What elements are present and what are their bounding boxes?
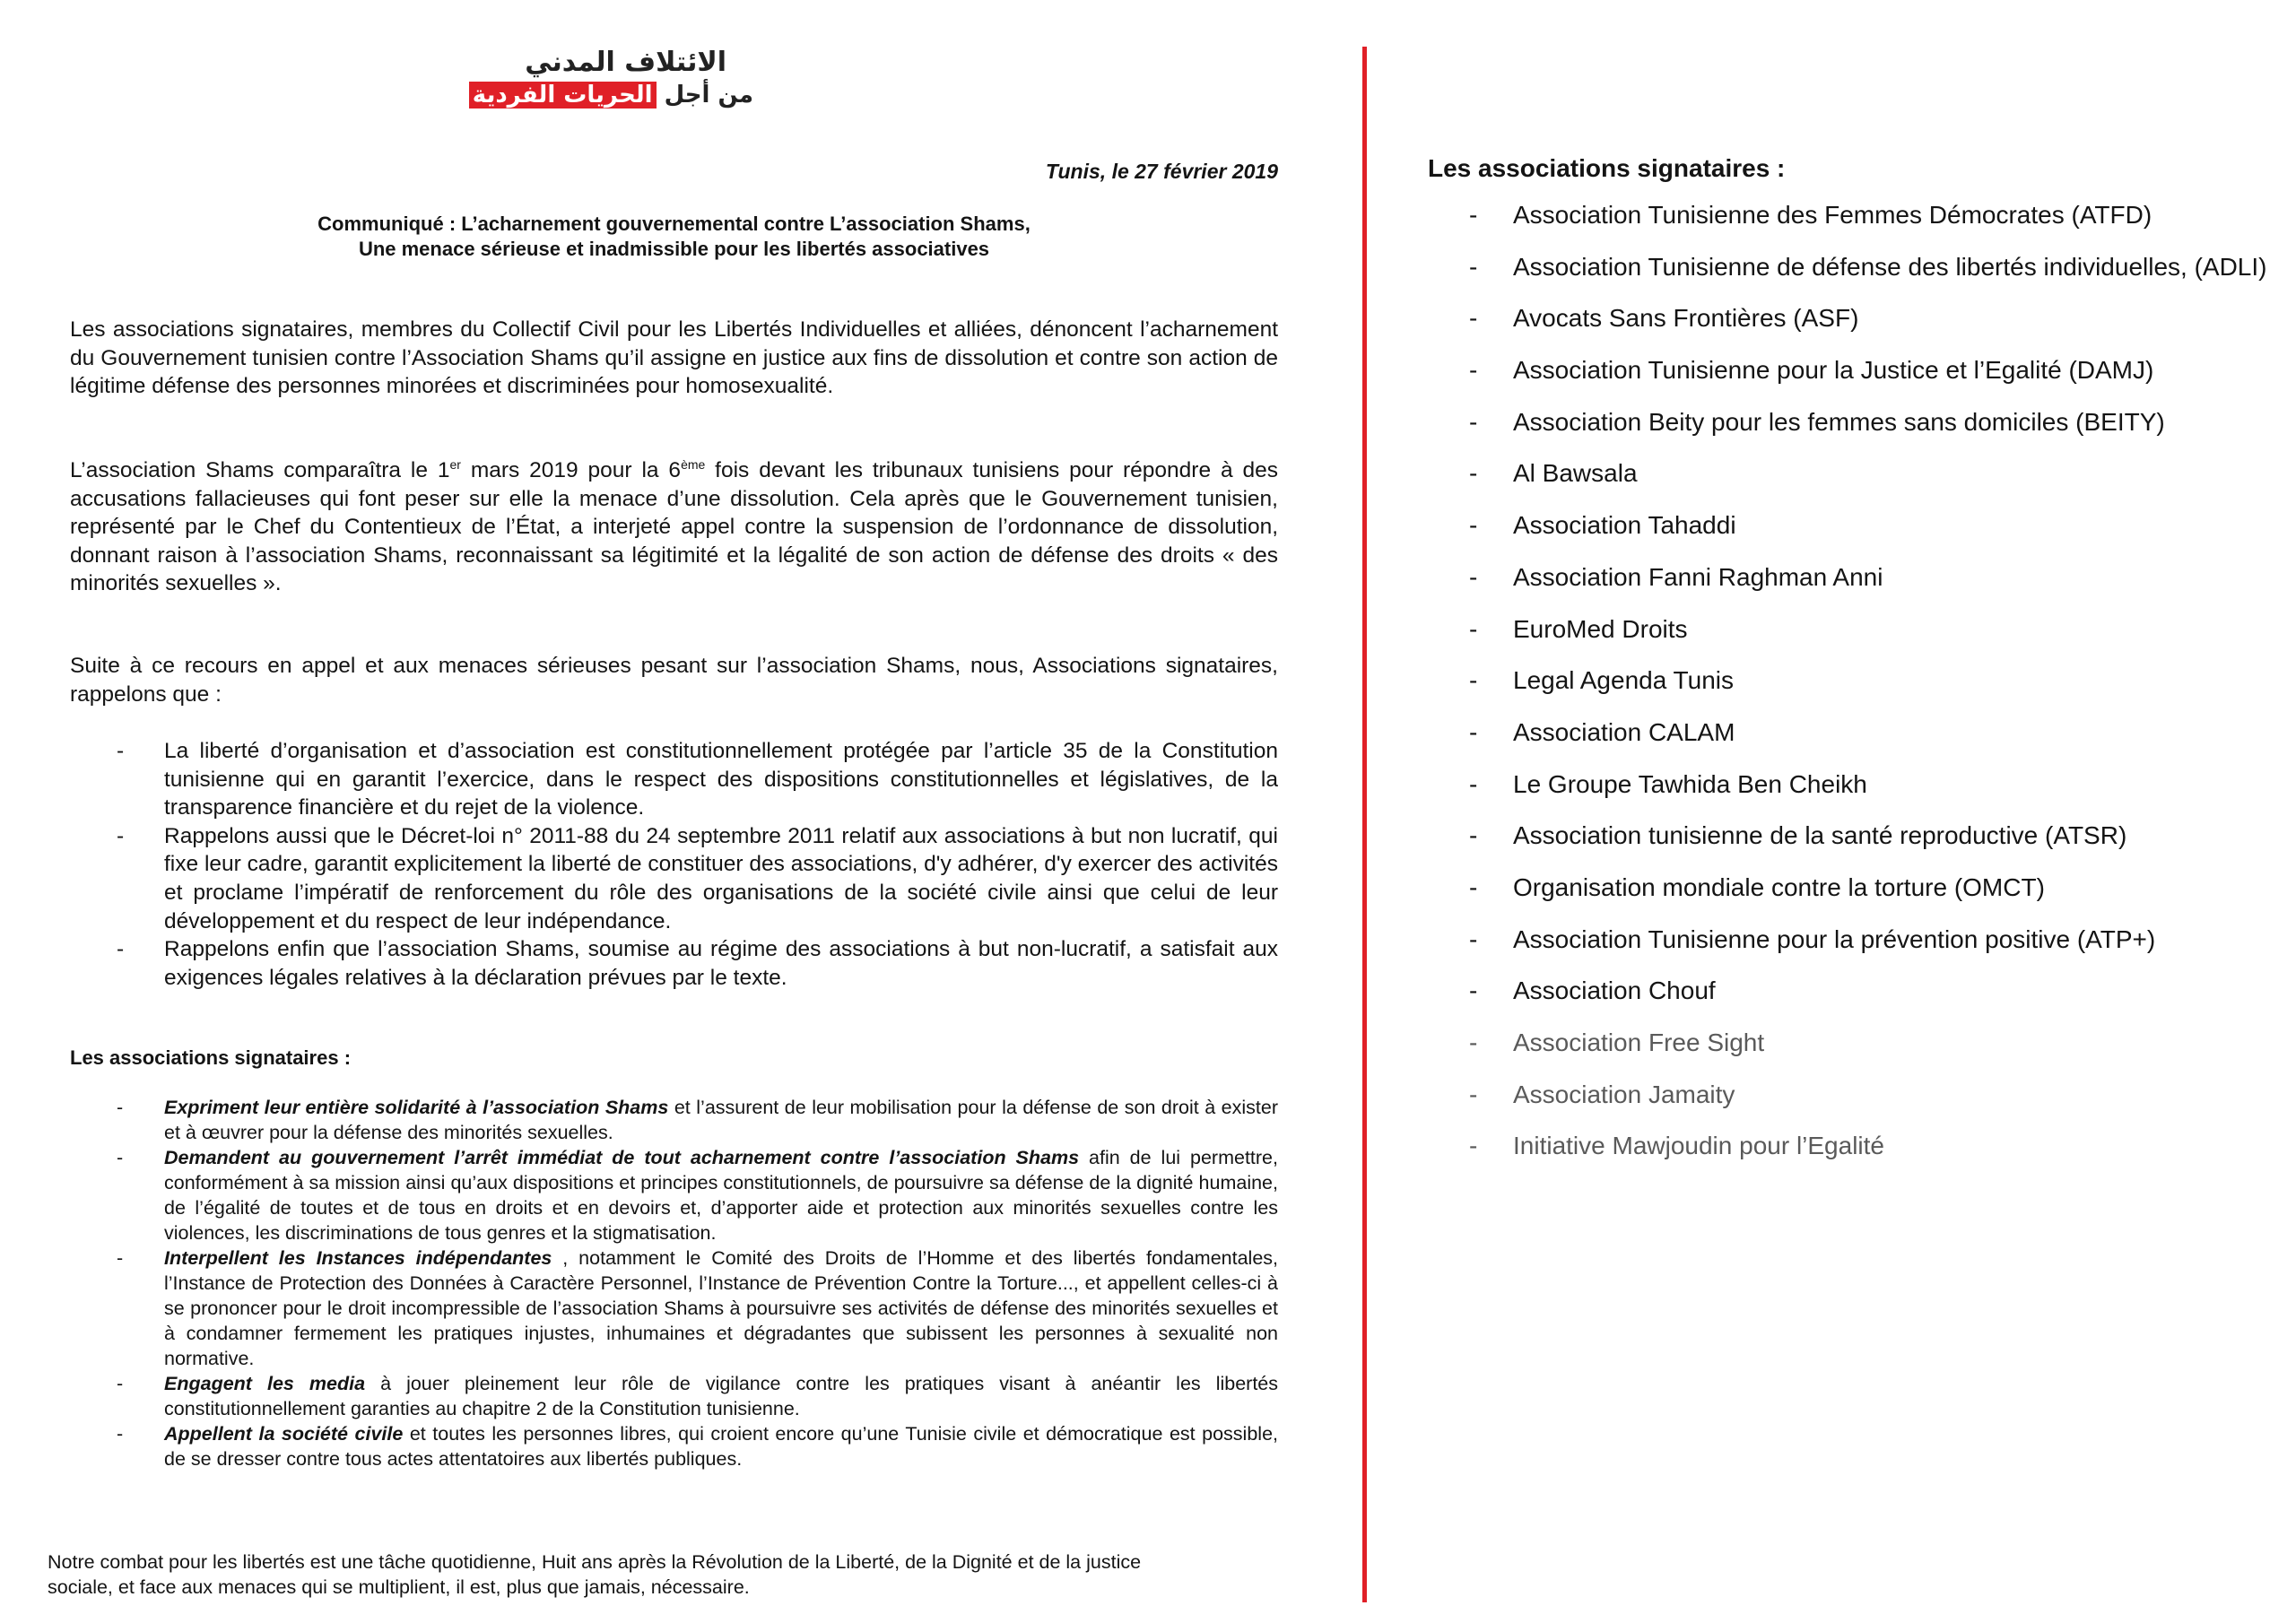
signatory-name: Association Chouf [1513,976,1716,1005]
action-verb: Expriment leur entière solidarité à l’association Shams [164,1097,669,1118]
list-item-text: Rappelons enfin que l’association Shams, soumise au régime des associations à but non-lucratif, a satisfait aux exigences légales relatives à la déclaration prévues par le texte. [164,937,1278,990]
signatory-name: Legal Agenda Tunis [1513,666,1734,695]
bullet-dash: - [117,1147,124,1168]
list-item [70,822,1278,935]
logo-line-1: الائتلاف المدني [525,47,726,78]
signatory-name: Association Beity pour les femmes sans domiciles (BEITY) [1513,407,2165,436]
coalition-logo [472,47,753,118]
bullet-dash: - [1469,1080,1478,1108]
paragraph-2 [70,456,1278,598]
list-item [1428,613,2266,665]
signatory-name: Al Bawsala [1513,459,1638,488]
action-verb: Engagent les media [164,1373,366,1394]
bullet-dash: - [1469,511,1478,540]
bullet-dash: - [1469,666,1478,695]
signatory-name: EuroMed Droits [1513,614,1688,643]
bullet-dash: - [1469,1132,1478,1160]
bullet-dash: - [1469,459,1478,488]
signatory-name: Association Tunisienne de défense des libertés individuelles, (ADLI) [1513,252,2267,281]
bullet-dash: - [1469,614,1478,643]
bullet-dash: - [117,1247,124,1269]
bullet-dash: - [117,739,125,763]
list-item [1428,509,2266,561]
signatory-name: Association Tunisienne des Femmes Démocrates (ATFD) [1513,201,2152,229]
signatory-name: Association Tahaddi [1513,511,1736,540]
list-item [1428,302,2266,354]
action-text: à jouer pleinement leur rôle de vigilance contre les pratiques visant à anéantir les libertés constitutionnellement garanties au chapitre 2 de la Constitution tunisienne. [164,1373,1279,1419]
bullet-dash: - [117,937,125,962]
logo-line-2-highlight: الحريات الفردية [469,82,657,108]
list-item-text: La liberté d’organisation et d’association est constitutionnellement protégée par l’article 35 de la Constitution tunisienne qui en garantit l’exercice, dans le respect des dispositions constitutionnelles et législatives, de la transparence financière et du rejet de la violence. [164,739,1278,820]
action-verb: Interpellent les Instances indépendantes [164,1247,552,1269]
signatories-heading: Les associations signataires : [70,1046,352,1069]
signatory-name: Association Tunisienne pour la Justice et l’Egalité (DAMJ) [1513,356,2154,385]
reminder-list [70,737,1278,992]
bullet-dash: - [1469,717,1478,746]
signatory-name: Initiative Mawjoudin pour l’Egalité [1513,1132,1884,1160]
signatory-name: Association Jamaity [1513,1080,1735,1108]
column-divider [1362,47,1367,1602]
list-item [1428,1079,2266,1131]
logo-line-2 [469,81,753,109]
list-item [70,1145,1278,1245]
bullet-dash: - [1469,924,1478,953]
action-text: et toutes les personnes libres, qui croient encore qu’une Tunisie civile et démocratique est possible, de se dresser contre tous actes attentatoires aux libertés publiques. [164,1423,1279,1470]
list-item [1428,1130,2266,1182]
bullet-dash: - [1469,872,1478,901]
date-line: Tunis, le 27 février 2019 [1045,160,1278,183]
bullet-dash: - [1469,1028,1478,1056]
action-verb: Appellent la société civile [164,1423,404,1445]
list-item [70,1095,1278,1145]
signatory-name: Le Groupe Tawhida Ben Cheikh [1513,769,1867,798]
signatory-name: Association tunisienne de la santé reproductive (ATSR) [1513,821,2127,850]
communique-title [70,212,1278,262]
list-item [70,1371,1278,1421]
logo-line-2-plain: من أجل [664,82,753,108]
list-item [1428,872,2266,924]
title-line-2: Une menace sérieuse et inadmissible pour les libertés associatives [358,238,990,260]
list-item [1428,768,2266,820]
bullet-dash: - [117,1097,124,1118]
bullet-dash: - [1469,769,1478,798]
list-item [1428,664,2266,716]
list-item [1428,716,2266,768]
list-item [1428,354,2266,406]
bullet-dash: - [1469,821,1478,850]
bullet-dash: - [117,823,125,848]
action-text: afin de lui permettre, conformément à sa mission ainsi qu’aux dispositions et principes constitutionnels, de poursuivre sa défense de la dignité humaine, de l’égalité de toutes et de tous en droits et en devoirs et, d’apporter aide et protection aux minorités sexuelles contre les violences, les discriminations de tous genres et la stigmatisation. [164,1147,1278,1244]
title-line-1: Communiqué : L’acharnement gouvernemental contre L’association Shams, [317,213,1031,235]
bullet-dash: - [1469,201,1478,229]
action-verb: Demandent au gouvernement l’arrêt immédiat de tout acharnement contre l’association Shams [164,1147,1080,1168]
signatory-name: Association Tunisienne pour la prévention positive (ATP+) [1513,924,2156,953]
list-item [70,935,1278,992]
list-item [70,1421,1278,1471]
list-item [1428,457,2266,509]
list-item [1428,199,2266,251]
superscript-eme: ème [681,456,706,472]
signatory-name: Organisation mondiale contre la torture (OMCT) [1513,872,2045,901]
actions-list [70,1095,1278,1471]
paragraph-2-part-1: L’association Shams comparaîtra le 1 [70,458,450,482]
list-item [1428,251,2266,303]
signatory-name: Association Fanni Raghman Anni [1513,562,1883,591]
signatory-name: Association Free Sight [1513,1028,1765,1056]
bullet-dash: - [1469,356,1478,385]
signatory-name: Avocats Sans Frontières (ASF) [1513,304,1859,333]
paragraph-2-part-3: fois devant les tribunaux tunisiens pour répondre à des accusations fallacieuses qui font peser sur elle la menace d’une dissolution. Cela après que le Gouvernement tunisien, représenté par le Chef du Contentieux de l’État, a interjeté appel contre la suspension de l’ordonnance de dissolution, donnant raison à l’association Shams, reconnaissant sa légitimité et la légalité de son action de défense des droits « des minorités sexuelles ». [70,458,1278,596]
list-item [1428,1027,2266,1079]
bullet-dash: - [1469,304,1478,333]
superscript-er: er [449,456,461,472]
bullet-dash: - [1469,407,1478,436]
bullet-dash: - [1469,562,1478,591]
bullet-dash: - [1469,252,1478,281]
paragraph-3: Suite à ce recours en appel et aux menaces sérieuses pesant sur l’association Shams, nous, Associations signataires, rappelons que : [70,654,1278,707]
list-item [70,1245,1278,1371]
paragraph-2-part-2: mars 2019 pour la 6 [460,458,682,482]
bullet-dash: - [117,1423,124,1445]
signatories-list-heading: Les associations signataires : [1428,154,1786,182]
paragraph-1: Les associations signataires, membres du Collectif Civil pour les Libertés Individuelles et alliées, dénoncent l’acharnement du Gouvernement tunisien contre l’Association Shams qu’il assigne en justice aux fins de dissolution et contre son action de légitime défense des personnes minorées et discriminées pour homosexualité. [70,317,1278,399]
list-item-text: Rappelons aussi que le Décret-loi n° 2011-88 du 24 septembre 2011 relatif aux associations à but non lucratif, qui fixe leur cadre, garantit explicitement la liberté de constituer des associations, d'y adhérer, d'y exercer des activités et proclame l’impératif de renforcement du rôle des organisations de la société civile ainsi que celui de leur développement et du respect de leur indépendance. [164,823,1278,933]
list-item [1428,924,2266,976]
signatory-name: Association CALAM [1513,717,1735,746]
signatories-list [1428,199,2266,1182]
list-item [1428,561,2266,613]
list-item [1428,406,2266,458]
list-item [70,737,1278,822]
list-item [1428,820,2266,872]
list-item [1428,975,2266,1027]
closing-paragraph: Notre combat pour les libertés est une tâche quotidienne, Huit ans après la Révolution de la Liberté, de la Dignité et de la justice sociale, et face aux menaces qui se multiplient, il est, plus que jamais, nécessaire. [48,1551,1142,1598]
action-text: , notamment le Comité des Droits de l’Homme et des libertés fondamentales, l’Instance de Protection des Données à Caractère Personnel, l’Instance de Prévention Contre la Torture..., et appellent celles-ci à se prononcer pour le droit incompressible de l’association Shams à poursuivre ses activités de défense des minorités sexuelles et à condamner fermement les pratiques injustes, inhumaines et dégradantes que subissent les personnes à sexualité non normative. [164,1247,1278,1369]
action-text: et l’assurent de leur mobilisation pour la défense de son droit à exister et à œuvrer pour la défense des minorités sexuelles. [164,1097,1278,1143]
bullet-dash: - [117,1373,124,1394]
bullet-dash: - [1469,976,1478,1005]
